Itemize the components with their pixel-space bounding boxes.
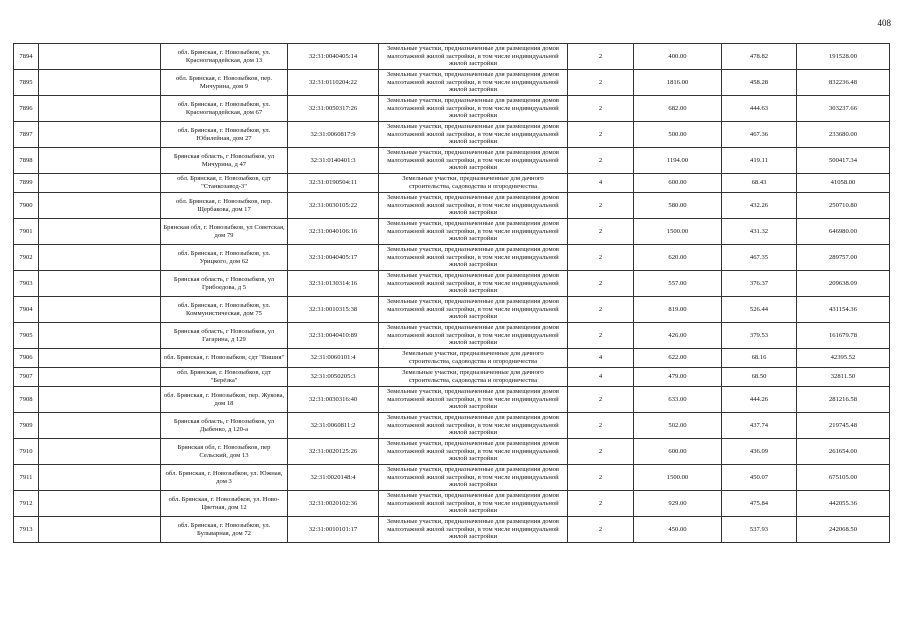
spacer-cell xyxy=(39,387,161,413)
group-cell: 2 xyxy=(568,517,634,543)
row-number: 7904 xyxy=(14,297,39,323)
table-row xyxy=(14,439,890,465)
spacer-cell xyxy=(39,297,161,323)
area-cell: 557.00 xyxy=(634,271,722,297)
specific-value-cell: 68.43 xyxy=(722,174,797,193)
address-cell: Брянская обл, г. Новозыбков, ул Советская, дом 79 xyxy=(161,219,288,245)
row-number: 7903 xyxy=(14,271,39,297)
table-row xyxy=(14,122,890,148)
land-purpose-cell: Земельные участки, предназначенные для размещения домов малоэтажной жилой застройки, в том числе индивидуальной жилой застройки xyxy=(379,219,568,245)
specific-value-cell: 68.50 xyxy=(722,368,797,387)
specific-value-cell: 68.16 xyxy=(722,349,797,368)
cadastral-number-cell: 32:31:0040405:14 xyxy=(288,44,379,70)
cadastral-value-cell: 281216.58 xyxy=(797,387,890,413)
spacer-cell xyxy=(39,174,161,193)
table-row xyxy=(14,271,890,297)
group-cell: 2 xyxy=(568,193,634,219)
table-row xyxy=(14,174,890,193)
table-row xyxy=(14,517,890,543)
land-purpose-cell: Земельные участки, предназначенные для размещения домов малоэтажной жилой застройки, в том числе индивидуальной жилой застройки xyxy=(379,122,568,148)
group-cell: 2 xyxy=(568,271,634,297)
cadastral-value-cell: 250710.80 xyxy=(797,193,890,219)
group-cell: 2 xyxy=(568,70,634,96)
land-purpose-cell: Земельные участки, предназначенные для размещения домов малоэтажной жилой застройки, в том числе индивидуальной жилой застройки xyxy=(379,439,568,465)
land-purpose-cell: Земельные участки, предназначенные для размещения домов малоэтажной жилой застройки, в том числе индивидуальной жилой застройки xyxy=(379,271,568,297)
row-number: 7899 xyxy=(14,174,39,193)
area-cell: 502.00 xyxy=(634,413,722,439)
address-cell: Брянская область, г Новозыбков, ул Гагарина, д 129 xyxy=(161,323,288,349)
land-purpose-cell: Земельные участки, предназначенные для размещения домов малоэтажной жилой застройки, в том числе индивидуальной жилой застройки xyxy=(379,96,568,122)
cadastral-value-cell: 646980.00 xyxy=(797,219,890,245)
land-purpose-cell: Земельные участки, предназначенные для размещения домов малоэтажной жилой застройки, в том числе индивидуальной жилой застройки xyxy=(379,465,568,491)
cadastral-number-cell: 32:31:0020125:26 xyxy=(288,439,379,465)
address-cell: обл. Брянская, г. Новозыбков, сдт "Станкозавод-3" xyxy=(161,174,288,193)
area-cell: 633.00 xyxy=(634,387,722,413)
group-cell: 2 xyxy=(568,491,634,517)
land-purpose-cell: Земельные участки, предназначенные для размещения домов малоэтажной жилой застройки, в том числе индивидуальной жилой застройки xyxy=(379,323,568,349)
cadastral-value-table xyxy=(13,43,890,543)
land-purpose-cell: Земельные участки, предназначенные для размещения домов малоэтажной жилой застройки, в том числе индивидуальной жилой застройки xyxy=(379,44,568,70)
land-purpose-cell: Земельные участки, предназначенные для размещения домов малоэтажной жилой застройки, в том числе индивидуальной жилой застройки xyxy=(379,387,568,413)
land-purpose-cell: Земельные участки, предназначенные для размещения домов малоэтажной жилой застройки, в том числе индивидуальной жилой застройки xyxy=(379,517,568,543)
group-cell: 4 xyxy=(568,174,634,193)
cadastral-value-cell: 42395.52 xyxy=(797,349,890,368)
group-cell: 2 xyxy=(568,122,634,148)
cadastral-value-cell: 233680.00 xyxy=(797,122,890,148)
page-number: 408 xyxy=(877,18,891,28)
spacer-cell xyxy=(39,368,161,387)
spacer-cell xyxy=(39,96,161,122)
land-purpose-cell: Земельные участки, предназначенные для размещения домов малоэтажной жилой застройки, в том числе индивидуальной жилой застройки xyxy=(379,193,568,219)
address-cell: Брянская область, г Новозыбков, ул Грибоедова, д 5 xyxy=(161,271,288,297)
cadastral-number-cell: 32:31:0020148:4 xyxy=(288,465,379,491)
group-cell: 2 xyxy=(568,44,634,70)
spacer-cell xyxy=(39,148,161,174)
specific-value-cell: 432.26 xyxy=(722,193,797,219)
area-cell: 500.00 xyxy=(634,122,722,148)
area-cell: 1194.00 xyxy=(634,148,722,174)
cadastral-value-cell: 442055.36 xyxy=(797,491,890,517)
cadastral-number-cell: 32:31:0060817:9 xyxy=(288,122,379,148)
row-number: 7900 xyxy=(14,193,39,219)
area-cell: 622.00 xyxy=(634,349,722,368)
specific-value-cell: 437.74 xyxy=(722,413,797,439)
specific-value-cell: 431.32 xyxy=(722,219,797,245)
group-cell: 2 xyxy=(568,323,634,349)
area-cell: 682.00 xyxy=(634,96,722,122)
cadastral-value-cell: 32811.50 xyxy=(797,368,890,387)
specific-value-cell: 436.09 xyxy=(722,439,797,465)
specific-value-cell: 419.11 xyxy=(722,148,797,174)
table-row xyxy=(14,96,890,122)
land-purpose-cell: Земельные участки, предназначенные для дачного строительства, садоводства и огородничества xyxy=(379,368,568,387)
row-number: 7894 xyxy=(14,44,39,70)
specific-value-cell: 376.37 xyxy=(722,271,797,297)
address-cell: обл. Брянская, г. Новозыбков, ул. Южная, дом 3 xyxy=(161,465,288,491)
land-purpose-cell: Земельные участки, предназначенные для размещения домов малоэтажной жилой застройки, в том числе индивидуальной жилой застройки xyxy=(379,491,568,517)
row-number: 7909 xyxy=(14,413,39,439)
cadastral-number-cell: 32:31:0040106:16 xyxy=(288,219,379,245)
row-number: 7907 xyxy=(14,368,39,387)
land-purpose-cell: Земельные участки, предназначенные для дачного строительства, садоводства и огородничества xyxy=(379,349,568,368)
cadastral-value-cell: 303237.66 xyxy=(797,96,890,122)
table-row xyxy=(14,465,890,491)
table-row xyxy=(14,491,890,517)
spacer-cell xyxy=(39,323,161,349)
table-row xyxy=(14,193,890,219)
table-row xyxy=(14,219,890,245)
area-cell: 479.00 xyxy=(634,368,722,387)
address-cell: обл. Брянская, г. Новозыбков, ул. Красногвардейская, дом 13 xyxy=(161,44,288,70)
cadastral-number-cell: 32:31:0030316:40 xyxy=(288,387,379,413)
spacer-cell xyxy=(39,413,161,439)
table-row xyxy=(14,368,890,387)
area-cell: 1500.00 xyxy=(634,465,722,491)
specific-value-cell: 458.28 xyxy=(722,70,797,96)
cadastral-value-cell: 219745.48 xyxy=(797,413,890,439)
group-cell: 2 xyxy=(568,465,634,491)
specific-value-cell: 537.93 xyxy=(722,517,797,543)
group-cell: 2 xyxy=(568,96,634,122)
address-cell: обл. Брянская, г. Новозыбков, сдт "Берёзка" xyxy=(161,368,288,387)
specific-value-cell: 450.07 xyxy=(722,465,797,491)
group-cell: 4 xyxy=(568,368,634,387)
area-cell: 400.00 xyxy=(634,44,722,70)
group-cell: 2 xyxy=(568,413,634,439)
table-row xyxy=(14,323,890,349)
land-purpose-cell: Земельные участки, предназначенные для дачного строительства, садоводства и огородничества xyxy=(379,174,568,193)
land-purpose-cell: Земельные участки, предназначенные для размещения домов малоэтажной жилой застройки, в том числе индивидуальной жилой застройки xyxy=(379,70,568,96)
spacer-cell xyxy=(39,193,161,219)
cadastral-number-cell: 32:31:0060811:2 xyxy=(288,413,379,439)
area-cell: 1816.00 xyxy=(634,70,722,96)
cadastral-value-cell: 41058.00 xyxy=(797,174,890,193)
spacer-cell xyxy=(39,439,161,465)
area-cell: 929.00 xyxy=(634,491,722,517)
row-number: 7895 xyxy=(14,70,39,96)
spacer-cell xyxy=(39,491,161,517)
address-cell: обл. Брянская, г. Новозыбков, ул. Юбилейная, дом 27 xyxy=(161,122,288,148)
land-purpose-cell: Земельные участки, предназначенные для размещения домов малоэтажной жилой застройки, в том числе индивидуальной жилой застройки xyxy=(379,413,568,439)
row-number: 7902 xyxy=(14,245,39,271)
area-cell: 600.00 xyxy=(634,174,722,193)
cadastral-number-cell: 32:31:0040410:89 xyxy=(288,323,379,349)
row-number: 7906 xyxy=(14,349,39,368)
address-cell: обл. Брянская, г. Новозыбков, ул. Красногвардейская, дом 67 xyxy=(161,96,288,122)
group-cell: 2 xyxy=(568,245,634,271)
row-number: 7911 xyxy=(14,465,39,491)
row-number: 7913 xyxy=(14,517,39,543)
group-cell: 2 xyxy=(568,148,634,174)
spacer-cell xyxy=(39,44,161,70)
specific-value-cell: 467.35 xyxy=(722,245,797,271)
cadastral-value-cell: 161679.78 xyxy=(797,323,890,349)
table-row xyxy=(14,70,890,96)
cadastral-number-cell: 32:31:0130314:16 xyxy=(288,271,379,297)
cadastral-value-cell: 289757.00 xyxy=(797,245,890,271)
spacer-cell xyxy=(39,70,161,96)
land-purpose-cell: Земельные участки, предназначенные для размещения домов малоэтажной жилой застройки, в том числе индивидуальной жилой застройки xyxy=(379,148,568,174)
specific-value-cell: 526.44 xyxy=(722,297,797,323)
group-cell: 2 xyxy=(568,439,634,465)
table-row xyxy=(14,413,890,439)
cadastral-value-cell: 500417.34 xyxy=(797,148,890,174)
row-number: 7905 xyxy=(14,323,39,349)
group-cell: 4 xyxy=(568,349,634,368)
cadastral-number-cell: 32:31:0050205:3 xyxy=(288,368,379,387)
row-number: 7896 xyxy=(14,96,39,122)
cadastral-number-cell: 32:31:0020102:36 xyxy=(288,491,379,517)
spacer-cell xyxy=(39,517,161,543)
cadastral-value-cell: 242068.50 xyxy=(797,517,890,543)
cadastral-number-cell: 32:31:0040405:17 xyxy=(288,245,379,271)
group-cell: 2 xyxy=(568,219,634,245)
cadastral-number-cell: 32:31:0190504:11 xyxy=(288,174,379,193)
address-cell: обл. Брянская, г. Новозыбков, пер. Щербакова, дом 17 xyxy=(161,193,288,219)
spacer-cell xyxy=(39,349,161,368)
area-cell: 819.00 xyxy=(634,297,722,323)
row-number: 7910 xyxy=(14,439,39,465)
row-number: 7901 xyxy=(14,219,39,245)
specific-value-cell: 467.36 xyxy=(722,122,797,148)
spacer-cell xyxy=(39,245,161,271)
cadastral-value-cell: 261654.00 xyxy=(797,439,890,465)
address-cell: Брянская область, г Новозыбков, ул Дыбенко, д 120-а xyxy=(161,413,288,439)
area-cell: 1500.00 xyxy=(634,219,722,245)
row-number: 7912 xyxy=(14,491,39,517)
address-cell: обл. Брянская, г. Новозыбков, сдт "Вишня" xyxy=(161,349,288,368)
address-cell: обл. Брянская, г. Новозыбков, ул. Ново-Цветная, дом 12 xyxy=(161,491,288,517)
address-cell: обл. Брянская, г. Новозыбков, ул. Коммунистическая, дом 75 xyxy=(161,297,288,323)
specific-value-cell: 444.63 xyxy=(722,96,797,122)
cadastral-value-cell: 832236.48 xyxy=(797,70,890,96)
table-body xyxy=(14,44,890,543)
land-purpose-cell: Земельные участки, предназначенные для размещения домов малоэтажной жилой застройки, в том числе индивидуальной жилой застройки xyxy=(379,297,568,323)
table-row xyxy=(14,44,890,70)
row-number: 7908 xyxy=(14,387,39,413)
cadastral-value-cell: 675105.00 xyxy=(797,465,890,491)
area-cell: 600.00 xyxy=(634,439,722,465)
cadastral-number-cell: 32:31:0030105:22 xyxy=(288,193,379,219)
land-purpose-cell: Земельные участки, предназначенные для размещения домов малоэтажной жилой застройки, в том числе индивидуальной жилой застройки xyxy=(379,245,568,271)
cadastral-value-cell: 191528.00 xyxy=(797,44,890,70)
address-cell: обл. Брянская, г. Новозыбков, пер. Мичурина, дом 9 xyxy=(161,70,288,96)
cadastral-value-cell: 209638.09 xyxy=(797,271,890,297)
cadastral-value-cell: 431154.36 xyxy=(797,297,890,323)
cadastral-number-cell: 32:31:0060101:4 xyxy=(288,349,379,368)
table-row xyxy=(14,148,890,174)
spacer-cell xyxy=(39,219,161,245)
area-cell: 426.00 xyxy=(634,323,722,349)
table-row xyxy=(14,297,890,323)
cadastral-number-cell: 32:31:0010101:17 xyxy=(288,517,379,543)
cadastral-number-cell: 32:31:0010315:38 xyxy=(288,297,379,323)
cadastral-number-cell: 32:31:0140401:3 xyxy=(288,148,379,174)
table-row xyxy=(14,245,890,271)
spacer-cell xyxy=(39,122,161,148)
table-row xyxy=(14,387,890,413)
address-cell: обл. Брянская, г. Новозыбков, пер. Жукова, дом 18 xyxy=(161,387,288,413)
address-cell: обл. Брянская, г. Новозыбков, ул. Бульварная, дом 72 xyxy=(161,517,288,543)
address-cell: Брянская область, г Новозыбков, ул Мичурина, д 47 xyxy=(161,148,288,174)
specific-value-cell: 444.26 xyxy=(722,387,797,413)
group-cell: 2 xyxy=(568,297,634,323)
group-cell: 2 xyxy=(568,387,634,413)
row-number: 7898 xyxy=(14,148,39,174)
address-cell: обл. Брянская, г. Новозыбков, ул. Урицкого, дом 62 xyxy=(161,245,288,271)
spacer-cell xyxy=(39,465,161,491)
spacer-cell xyxy=(39,271,161,297)
specific-value-cell: 475.84 xyxy=(722,491,797,517)
area-cell: 620.00 xyxy=(634,245,722,271)
cadastral-number-cell: 32:31:0110204:22 xyxy=(288,70,379,96)
specific-value-cell: 478.82 xyxy=(722,44,797,70)
row-number: 7897 xyxy=(14,122,39,148)
cadastral-number-cell: 32:31:0050317:26 xyxy=(288,96,379,122)
address-cell: Брянская обл, г. Новозыбков, пер Сельский, дом 13 xyxy=(161,439,288,465)
table-row xyxy=(14,349,890,368)
area-cell: 450.00 xyxy=(634,517,722,543)
specific-value-cell: 379.53 xyxy=(722,323,797,349)
area-cell: 580.00 xyxy=(634,193,722,219)
